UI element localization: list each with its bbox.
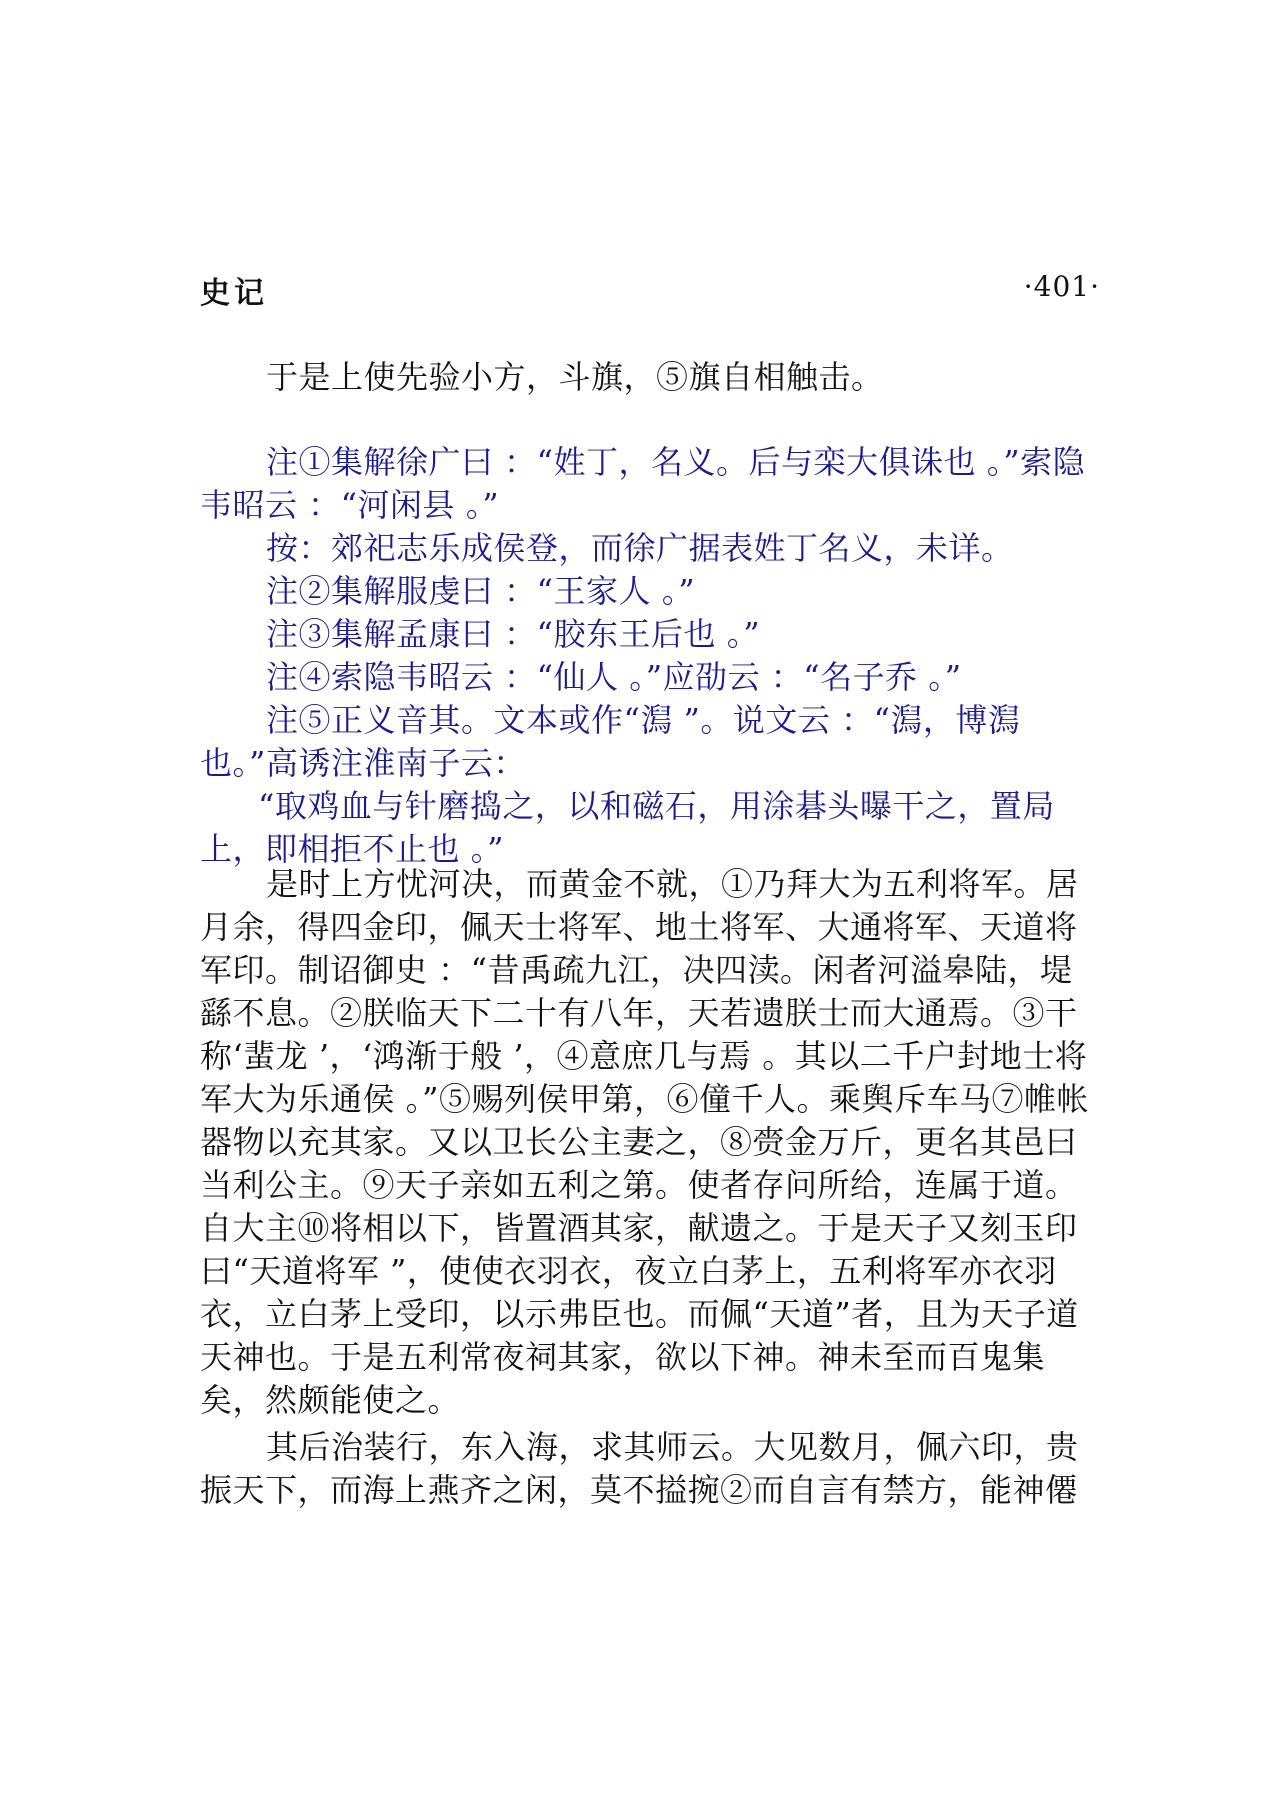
- intro-section: [200, 356, 1094, 399]
- main-paragraph-2: 其后治装行，东入海，求其师云。大见数月，佩六印，贵振天下，而海上燕齐之闲，莫不搤捥②而自言有禁方，能神僊: [200, 1428, 1079, 1509]
- page-header: [200, 268, 1100, 311]
- intro-line: 于是上使先验小方，斗旗，⑤旗自相触击。: [266, 358, 884, 396]
- note-1: 注①集解徐广曰 ：“姓丁，名义。后与栾大俱诛也 。”索隐韦昭云 ：“河闲县 。”: [200, 443, 1086, 524]
- note-5: 注⑤正义音其。文本或作“澙 ”。说文云 ：“澙，博澙也。”高诱注淮南子云：: [200, 701, 1021, 782]
- annotation-notes: [200, 441, 1094, 871]
- main-paragraph-1: 是时上方忧河决，而黄金不就，①乃拜大为五利将军。居月余，得四金印，佩天士将军、地土将军、大通将军、天道将军印。制诏御史 ：“昔禹疏九江，决四渎。闲者河溢皋陆，堤繇不息。②朕临天下二十有八年，天若遗朕士而大通焉。③干称‘蜚龙 ’，‘鸿渐于般 ’，④意庶几与焉 。其以二千户封地士将军大为乐通侯 。”⑤赐列侯甲第，⑥僮千人。乘舆斥车马⑦帷帐器物以充其家。又以卫长公主妻之，⑧赍金万斤，更名其邑曰当利公主。⑨天子亲如五利之第。使者存问所给，连属于道。自大主⑩将相以下，皆置酒其家，献遗之。于是天子又刻玉印曰“天道将军 ”，使使衣羽衣，夜立白茅上，五利将军亦衣羽衣，立白茅上受印，以示弗臣也。而佩“天道”者，且为天子道天神也。于是五利常夜祠其家，欲以下神。神未至而百鬼集矣，然颇能使之。: [200, 865, 1090, 1419]
- main-text: [200, 863, 1094, 1512]
- note-1-comment: 按：郊祀志乐成侯登，而徐广据表姓丁名义，未详。: [266, 529, 1014, 567]
- note-5-quote: “取鸡血与针磨捣之，以和磁石，用涂碁头曝干之，置局上，即相拒不止也 。”: [200, 787, 1055, 868]
- note-2: 注②集解服虔曰 ：“王家人 。”: [266, 572, 696, 610]
- note-3: 注③集解孟康曰 ：“胶东王后也 。”: [266, 615, 761, 653]
- note-4: 注④索隐韦昭云 ：“仙人 。”应劭云 ：“名子乔 。”: [266, 658, 962, 696]
- page-number: ·401·: [1023, 270, 1100, 303]
- book-title: 史记: [200, 276, 268, 311]
